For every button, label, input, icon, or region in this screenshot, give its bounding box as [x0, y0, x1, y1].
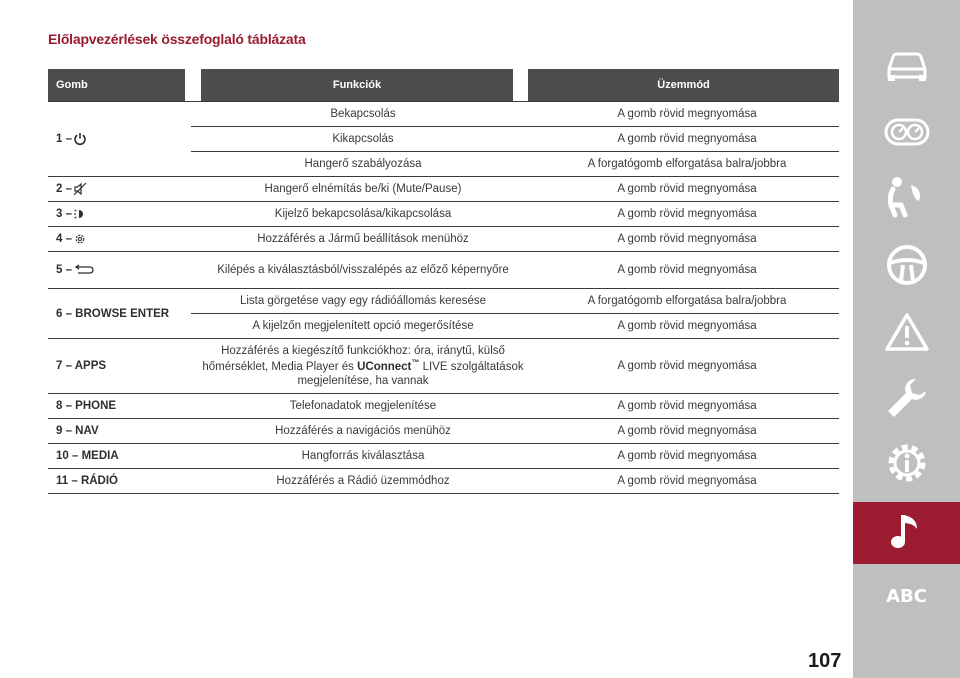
chapter-index-abc[interactable]: ABC: [886, 586, 927, 607]
table-row-group: [48, 102, 839, 177]
page-title: Előlapvezérlések összefoglaló táblázata: [48, 31, 306, 47]
table-row: [191, 469, 839, 493]
key-cell: [56, 419, 206, 443]
chapter-driving[interactable]: [853, 236, 960, 298]
key-label: 4 –: [56, 233, 72, 245]
table-row: [191, 289, 839, 313]
key-cell: [56, 202, 206, 226]
function-cell: [191, 344, 535, 389]
key-label: 10 – MEDIA: [56, 450, 119, 462]
chapter-multimedia[interactable]: [853, 502, 960, 564]
table-row-group: [48, 289, 839, 339]
header-funkciok: Funkciók: [201, 69, 513, 101]
table-row: [191, 102, 839, 126]
table-row: [191, 202, 839, 226]
steering-wheel-icon: [885, 243, 929, 292]
function-cell: Kijelző bekapcsolása/kikapcsolása: [274, 207, 452, 220]
header-gomb: Gomb: [48, 69, 185, 101]
function-cell: Hangerő elnémítás be/ki (Mute/Pause): [264, 182, 462, 195]
mode-cell: A gomb rövid megnyomása: [617, 474, 757, 487]
table-row: [191, 227, 839, 251]
table-row: [191, 151, 839, 176]
mode-cell: A gomb rövid megnyomása: [617, 107, 757, 120]
warning-triangle-icon: [884, 311, 930, 358]
function-text-post: LIVE szolgáltatások megjelenítése, ha vannak: [297, 360, 524, 388]
mute-icon: [73, 182, 87, 196]
uconnect-brand: [357, 357, 420, 373]
music-note-icon: [887, 509, 927, 558]
key-label: 11 – RÁDIÓ: [56, 475, 118, 487]
key-label: 9 – NAV: [56, 425, 99, 437]
key-label: 8 – PHONE: [56, 400, 117, 412]
mode-cell: A gomb rövid megnyomása: [617, 232, 757, 245]
function-cell: Bekapcsolás: [330, 107, 396, 120]
mode-cell: A gomb rövid megnyomása: [617, 449, 757, 462]
chapter-maintenance[interactable]: [853, 369, 960, 431]
chapter-sidebar: [853, 0, 960, 678]
display-icon: [73, 207, 87, 221]
key-label: 2 –: [56, 183, 72, 195]
function-cell: A kijelzőn megjelenített opció megerősítése: [252, 319, 474, 332]
function-cell: Hangerő szabályozása: [304, 157, 422, 170]
key-cell: [56, 102, 206, 176]
key-cell: [56, 394, 206, 418]
chapter-technical[interactable]: [853, 434, 960, 496]
key-cell: [56, 444, 206, 468]
wrench-icon: [884, 375, 930, 426]
table-row-group: [48, 202, 839, 227]
key-cell: [56, 252, 206, 288]
controls-table: [48, 69, 839, 494]
chapter-dashboard[interactable]: [853, 103, 960, 165]
function-cell: Lista görgetése vagy egy rádióállomás keresése: [239, 294, 487, 307]
table-row: [191, 252, 839, 288]
mode-cell: A forgatógomb elforgatása balra/jobbra: [587, 294, 787, 307]
key-cell: [56, 177, 206, 201]
dashboard-icon: [883, 117, 931, 152]
table-row: [191, 419, 839, 443]
seat-airbag-icon: [883, 175, 931, 224]
mode-cell: A gomb rövid megnyomása: [617, 263, 757, 276]
mode-cell: A forgatógomb elforgatása balra/jobbra: [587, 157, 787, 170]
function-cell: Hozzáférés a navigációs menühöz: [275, 424, 451, 437]
key-label: 5 –: [56, 264, 72, 276]
table-row-group: [48, 469, 839, 494]
table-row-group: [48, 339, 839, 394]
table-row: [191, 177, 839, 201]
table-row-group: [48, 177, 839, 202]
chapter-emergency[interactable]: [853, 303, 960, 365]
table-row-group: [48, 444, 839, 469]
mode-cell: A gomb rövid megnyomása: [617, 207, 757, 220]
key-label: 7 – APPS: [56, 360, 107, 372]
table-row: [191, 313, 839, 338]
function-cell: Hozzáférés a Jármű beállítások menühöz: [257, 232, 469, 245]
key-cell: [56, 227, 206, 251]
mode-cell: A gomb rövid megnyomása: [617, 132, 757, 145]
back-icon: [73, 264, 95, 276]
function-cell: Hozzáférés a Rádió üzemmódhoz: [276, 474, 450, 487]
header-uzemmod: Üzemmód: [528, 69, 839, 101]
mode-cell: A gomb rövid megnyomása: [617, 424, 757, 437]
table-row-group: [48, 227, 839, 252]
table-row: [191, 126, 839, 151]
chapter-safety[interactable]: [853, 168, 960, 230]
trademark-symbol: ™: [411, 357, 420, 367]
table-row: [191, 394, 839, 418]
function-cell: Telefonadatok megjelenítése: [289, 399, 437, 412]
mode-cell: A gomb rövid megnyomása: [617, 359, 757, 372]
key-cell: [56, 469, 206, 493]
function-cell: Kilépés a kiválasztásból/visszalépés az előző képernyőre: [217, 263, 509, 276]
key-label: 6 – BROWSE ENTER: [56, 307, 170, 320]
table-header: [48, 69, 839, 102]
key-cell: [56, 289, 206, 338]
key-label: 1 –: [56, 133, 72, 145]
key-label: 3 –: [56, 208, 72, 220]
mode-cell: A gomb rövid megnyomása: [617, 399, 757, 412]
power-icon: [73, 132, 87, 146]
key-cell: [56, 339, 206, 393]
chapter-car[interactable]: [853, 37, 960, 99]
table-row: [191, 444, 839, 468]
settings-icon: [73, 232, 87, 246]
function-cell: Kikapcsolás: [332, 132, 394, 145]
table-row-group: [48, 252, 839, 289]
info-gear-icon: [884, 440, 930, 491]
table-row-group: [48, 394, 839, 419]
mode-cell: A gomb rövid megnyomása: [617, 319, 757, 332]
function-text-pre: Hozzáférés a kiegészítő funkciókhoz: óra, iránytű, külső hőmérséklet, Media Player és: [202, 344, 505, 373]
car-icon: [883, 49, 931, 88]
table-row: [191, 339, 839, 393]
function-cell: Hangforrás kiválasztása: [301, 449, 425, 462]
brand-name: UConnect: [357, 360, 412, 373]
page-number: 107: [808, 650, 842, 672]
table-row-group: [48, 419, 839, 444]
mode-cell: A gomb rövid megnyomása: [617, 182, 757, 195]
